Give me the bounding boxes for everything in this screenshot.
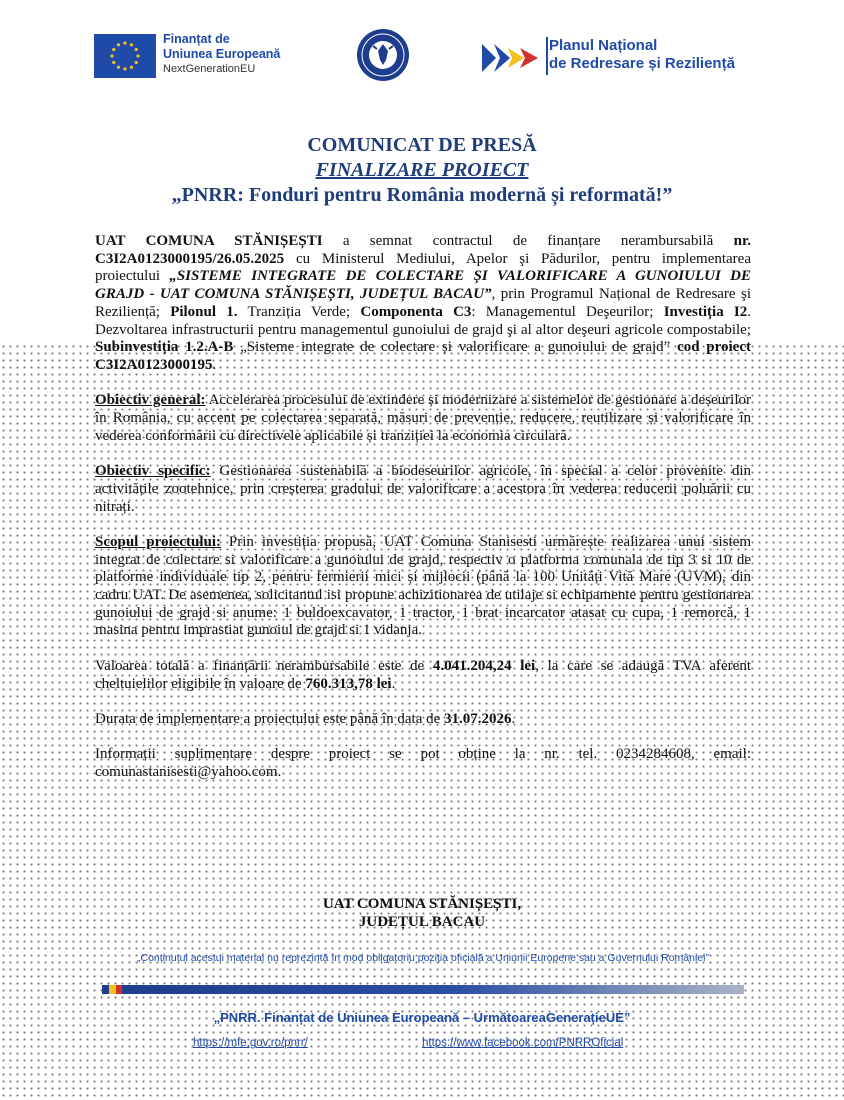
press-release-body	[95, 233, 751, 799]
facebook-pnrr-link[interactable]: https://www.facebook.com/PNRROficial	[422, 1037, 624, 1049]
eu-funding-label	[163, 32, 280, 77]
title-comunicat: COMUNICAT DE PRESĂ	[307, 134, 537, 156]
pnrr-logo-icon	[480, 40, 544, 76]
paragraph-objective-specific: Obiectiv specific: Gestionarea sustenabilă a biodeseurilor agricole, în special a celor provenite din activitățile zootehnice, prin creșterea gradului de valorificare a acestora în vederea reducerii poluării cu nitrați.	[95, 463, 751, 515]
paragraph-duration: Durata de implementare a proiectului este până în data de 31.07.2026.	[95, 710, 516, 727]
signature-line-2: JUDEȚUL BACAU	[358, 914, 486, 930]
paragraph-financing-value: Valoarea totală a finanțării nerambursabile este de 4.041.204,24 lei, la care se adaugă TVA aferent cheltuielilor eligibile în valoare de 760.313,78 lei.	[95, 657, 751, 692]
pnrr-line-1: Planul Național	[549, 37, 658, 54]
eu-flag-icon	[94, 34, 156, 78]
title-pnrr: „PNRR: Fonduri pentru România modernă și reformată!”	[171, 184, 673, 206]
paragraph-contact-info: Informații suplimentare despre proiect se pot obține la nr. tel. 0234284608, email: comunastanisesti@yahoo.com.	[95, 746, 751, 780]
title-finalizare: FINALIZARE PROIECT	[315, 159, 529, 181]
signature-block	[0, 895, 844, 931]
paragraph-project-scope: Scopul proiectului: Prin investiția propusă, UAT Comuna Stanisesti urmărește realizarea unui sistem integrat de colectare si valorificare a gunoiului de grajd, respectiv o platforma comunala de tip 3 si 10 de platforme individuale tip 2, pentru fermierii mici și mijlocii (până la 100 Unități Vită Mare (UVM), din cadru UAT. De asemenea, solicitantul isi propune achizitionarea de utilaje si echipamente pentru gestionarea gunoiului de grajd si anume: 1 buldoexcavator, 1 tractor, 1 brat incarcator atasat cu cupa, 1 remorcă, 1 masina pentru imprastiat gunoiul de grajd si 1 vidanja.	[95, 533, 752, 639]
pnrr-divider	[546, 37, 548, 75]
footer-color-bar	[102, 985, 744, 994]
gov-pnrr-link[interactable]: https://mfe.gov.ro/pnrr/	[193, 1037, 308, 1049]
pnrr-line-2: de Redresare și Reziliență	[549, 55, 735, 72]
press-release-titles	[0, 133, 844, 208]
signature-line-1: UAT COMUNA STĂNIȘEȘTI,	[322, 896, 522, 912]
footer-slogan: „PNRR. Finanțat de Uniunea Europeană – UrmătoareaGenerațieUE”	[213, 1010, 631, 1025]
paragraph-contract: UAT COMUNA STĂNIȘEȘTI a semnat contractul de finanțare nerambursabilă nr. C3I2A0123000195/26.05.2025 cu Ministerul Mediului, Apelor şi Pădurilor, pentru implementarea proiectului „SISTEME INTEGRATE DE COLECTARE ȘI VALORIFICARE A GUNOIULUI DE GRAJD - UAT COMUNA STĂNIȘEȘTI, JUDEȚUL BACAU”, prin Programul Național de Redresare şi Reziliență; Pilonul 1. Tranziția Verde; Componenta C3: Managementul Deşeurilor; Investiția I2. Dezvoltarea infrastructurii pentru managementul gunoiului de grajd şi al altor deşeuri agricole compostabile; Subinvestiția 1.2.A-B „Sisteme integrate de colectare și valorificare a gunoiului de grajd” cod proiect C3I2A0123000195.	[95, 233, 751, 373]
government-seal-icon	[355, 27, 411, 83]
pnrr-label	[549, 37, 735, 73]
eu-disclaimer: „Conținutul acestui material nu reprezintă în mod obligatoriu poziția oficială a Uniunii Europene sau a Guvernului României”	[137, 952, 709, 964]
paragraph-objective-general: Obiectiv general: Accelerarea procesului de extindere și modernizare a sistemelor de gestionare a deșeurilor în România, cu accent pe colectarea separată, măsuri de prevenție, reducere, reutilizare și valorificare în vederea conformării cu directivele aplicabile și tranziției la economia circulară.	[95, 392, 751, 444]
eu-line-1: Finanțat de	[163, 32, 230, 46]
logo-header	[0, 22, 844, 92]
eu-line-2: Uniunea Europeană	[163, 47, 281, 61]
eu-line-3: NextGenerationEU	[163, 63, 256, 75]
footer-flag-icon	[102, 985, 122, 994]
